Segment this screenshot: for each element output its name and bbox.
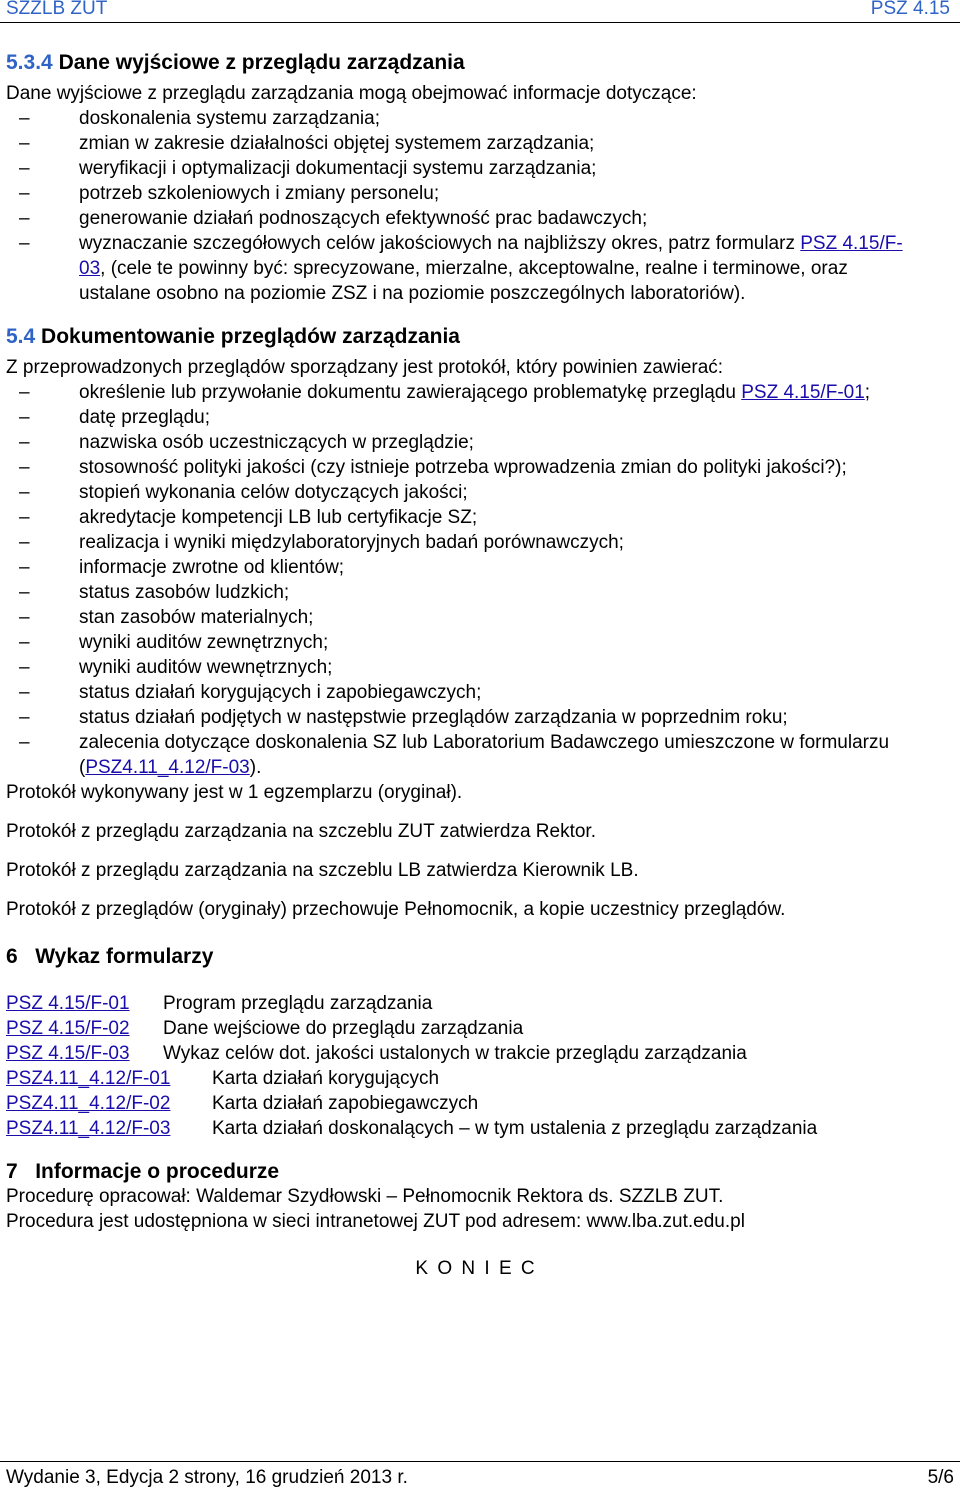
page-header: [0, 0, 960, 23]
list-item: – realizacja i wyniki międzylaboratoryjnych badań porównawczych;: [19, 532, 624, 553]
list-item: – wyniki auditów wewnętrznych;: [19, 657, 333, 678]
form-name: Program przeglądu zarządzania: [163, 993, 433, 1014]
form-link-psz-4-15-f-01[interactable]: PSZ 4.15/F-01: [741, 382, 865, 403]
form-link-psz-4-15-f-03[interactable]: PSZ 4.15/F-03: [79, 233, 903, 279]
footer-page-number: 5/6: [927, 1467, 954, 1488]
list-item: – status działań korygujących i zapobiegawczych;: [19, 682, 482, 703]
section-heading: Dokumentowanie przeglądów zarządzania: [41, 325, 460, 348]
form-code-link[interactable]: PSZ4.11_4.12/F-03: [6, 1118, 171, 1139]
section-number: 5.4: [6, 325, 36, 348]
list-item: – weryfikacji i optymalizacji dokumentacji systemu zarządzania;: [19, 158, 597, 179]
header-org: SZZLB ZUT: [6, 0, 108, 19]
form-entry: [6, 1016, 906, 1041]
list-item: – określenie lub przywołanie dokumentu zawierającego problematykę przeglądu PSZ 4.15/F-01;: [19, 382, 871, 403]
list-item: – zmian w zakresie działalności objętej systemem zarządzania;: [19, 133, 595, 154]
form-entry: [6, 1066, 906, 1091]
document-body: [6, 50, 906, 1281]
form-entry: [6, 991, 906, 1016]
list-item: – status zasobów ludzkich;: [19, 582, 290, 603]
section-heading: Dane wyjściowe z przeglądu zarządzania: [58, 51, 465, 74]
section-5-3-4-title: [6, 50, 906, 75]
form-name: Karta działań doskonalących – w tym ustalenia z przeglądu zarządzania: [212, 1118, 818, 1139]
protocol-paragraph: Protokół z przeglądu zarządzania na szczeblu ZUT zatwierdza Rektor.: [6, 821, 596, 842]
list-item: – stan zasobów materialnych;: [19, 607, 314, 628]
list-item: – datę przeglądu;: [19, 407, 210, 428]
section-5-4-list: [6, 380, 906, 780]
list-item: – nazwiska osób uczestniczących w przeglądzie;: [19, 432, 474, 453]
list-item: – stopień wykonania celów dotyczących jakości;: [19, 482, 468, 503]
form-code-link[interactable]: PSZ 4.15/F-02: [6, 1018, 130, 1039]
form-name: Karta działań korygujących: [212, 1068, 440, 1089]
form-name: Wykaz celów dot. jakości ustalonych w trakcie przeglądu zarządzania: [163, 1043, 747, 1064]
list-item: – potrzeb szkoleniowych i zmiany personelu;: [19, 183, 440, 204]
procedure-author: Procedurę opracował: Waldemar Szydłowski – Pełnomocnik Rektora ds. SZZLB ZUT.: [6, 1186, 724, 1207]
list-item: – wyniki auditów zewnętrznych;: [19, 632, 329, 653]
form-code-link[interactable]: PSZ4.11_4.12/F-02: [6, 1093, 171, 1114]
footer-edition: Wydanie 3, Edycja 2 strony, 16 grudzień 2013 r.: [6, 1467, 408, 1488]
form-name: Dane wejściowe do przeglądu zarządzania: [163, 1018, 524, 1039]
list-item: – informacje zwrotne od klientów;: [19, 557, 345, 578]
protocol-paragraph: Protokół wykonywany jest w 1 egzemplarzu (oryginał).: [6, 782, 463, 803]
form-entry: [6, 1041, 906, 1066]
section-5-4-intro: Z przeprowadzonych przeglądów sporządzany jest protokół, który powinien zawierać:: [6, 357, 724, 378]
form-name: Karta działań zapobiegawczych: [212, 1093, 479, 1114]
form-code-link[interactable]: PSZ 4.15/F-01: [6, 993, 130, 1014]
section-5-3-4-intro: Dane wyjściowe z przeglądu zarządzania mogą obejmować informacje dotyczące:: [6, 83, 697, 104]
form-entry: [6, 1091, 906, 1116]
list-item: – akredytacje kompetencji LB lub certyfikacje SZ;: [19, 507, 478, 528]
list-item: – stosowność polityki jakości (czy istnieje potrzeba wprowadzenia zmian do polityki jakości?);: [19, 457, 847, 478]
header-doc-code: PSZ 4.15: [870, 0, 950, 19]
section-5-3-4-list: [6, 106, 906, 306]
form-entry: [6, 1116, 906, 1141]
section-5-4-title: [6, 324, 906, 349]
forms-list: [6, 991, 906, 1141]
section-heading: Wykaz formularzy: [35, 945, 214, 968]
list-item: – doskonalenia systemu zarządzania;: [19, 108, 381, 129]
page-footer: [0, 1461, 960, 1494]
form-link-psz4-11-4-12-f-03[interactable]: PSZ4.11_4.12/F-03: [85, 757, 250, 778]
end-marker: K O N I E C: [415, 1258, 537, 1279]
list-item: – status działań podjętych w następstwie przeglądów zarządzania w poprzednim roku;: [19, 707, 788, 728]
form-code-link[interactable]: PSZ 4.15/F-03: [6, 1043, 130, 1064]
list-item: – generowanie działań podnoszących efektywność prac badawczych;: [19, 208, 648, 229]
section-number: 7: [6, 1160, 18, 1183]
protocol-paragraph: Protokół z przeglądów (oryginały) przechowuje Pełnomocnik, a kopie uczestnicy przeglądów.: [6, 899, 786, 920]
section-6-title: [6, 944, 906, 969]
list-item: – zalecenia dotyczące doskonalenia SZ lub Laboratorium Badawczego umieszczone w formularzu (PSZ4.11_4.12/F-03).: [19, 732, 890, 778]
section-7-title: [6, 1159, 906, 1184]
procedure-location: Procedura jest udostępniona w sieci intranetowej ZUT pod adresem: www.lba.zut.edu.pl: [6, 1211, 745, 1232]
list-item: – wyznaczanie szczegółowych celów jakościowych na najbliższy okres, patrz formularz PSZ 4.15/F-03, (cele te powinny być: sprecyzowane, mierzalne, akceptowalne, realne i terminowe, oraz ustalane osobno na poziomie ZSZ i na poziomie poszczególnych laboratoriów).: [19, 233, 903, 304]
section-number: 6: [6, 945, 18, 968]
form-code-link[interactable]: PSZ4.11_4.12/F-01: [6, 1068, 171, 1089]
protocol-paragraph: Protokół z przeglądu zarządzania na szczeblu LB zatwierdza Kierownik LB.: [6, 860, 639, 881]
section-heading: Informacje o procedurze: [35, 1160, 280, 1183]
section-number: 5.3.4: [6, 51, 53, 74]
